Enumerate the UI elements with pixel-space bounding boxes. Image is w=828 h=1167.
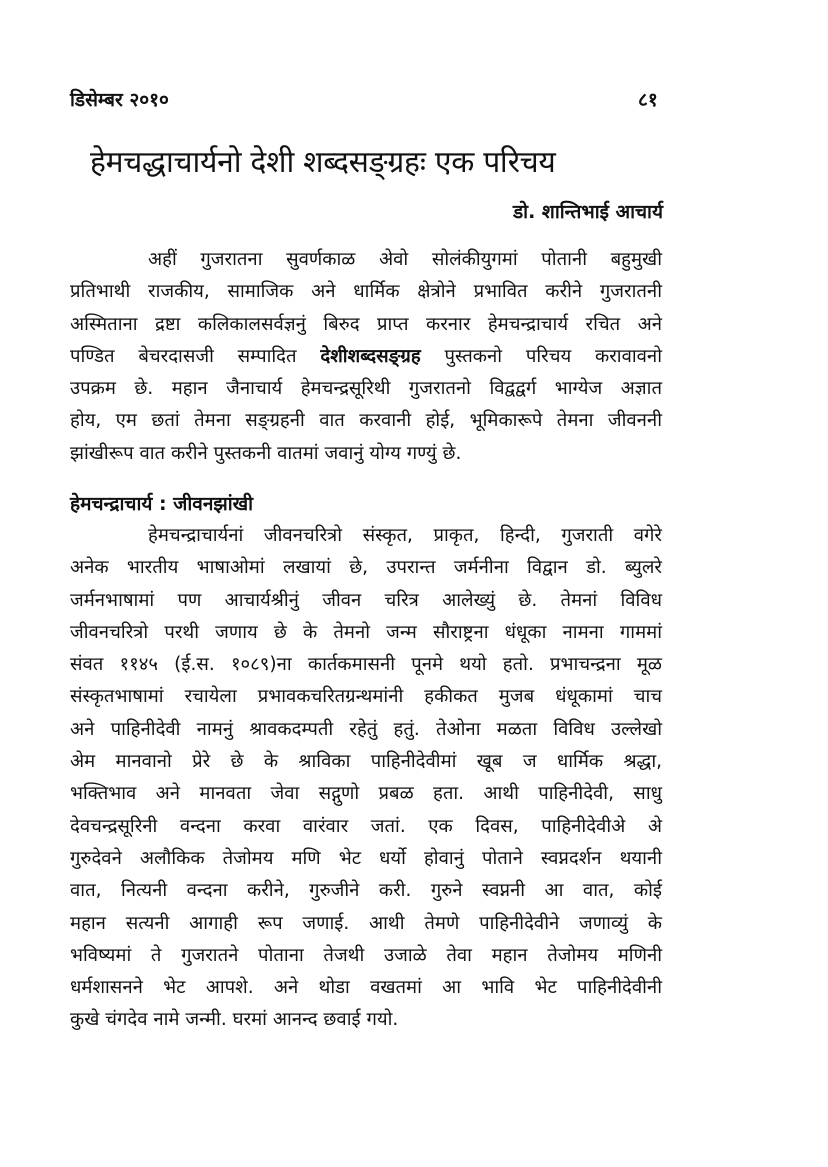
issue-date: डिसेम्बर २०१० bbox=[70, 89, 169, 111]
text-line: भविष्यमां ते गुजरातने पोताना तेजथी उजाळे तेवा महान तेजोमय मणिनी bbox=[70, 944, 662, 966]
text-line: संस्कृतभाषामां रचायेला प्रभावकचरितग्रन्थमांनी हकीकत मुजब धंधूकामां चाच bbox=[70, 686, 662, 708]
text-line: उपक्रम छे. महान जैनाचार्य हेमचन्द्रसूरिथी गुजरातनो विद्वद्वर्ग भाग्येज अज्ञात bbox=[70, 378, 662, 400]
text-line: झांखीरूप वात करीने पुस्तकनी वातमां जवानुं योग्य गण्युं छे. bbox=[70, 442, 462, 464]
article-author: डो. शान्तिभाई आचार्य bbox=[512, 201, 663, 223]
text-line: महान सत्यनी आगाही रूप जणाई. आथी तेमणे पाहिनीदेवीने जणाव्युं के bbox=[70, 912, 662, 934]
text-line: गुरुदेवने अलौकिक तेजोमय मणि भेट धर्यो होवानुं पोताने स्वप्नदर्शन थयानी bbox=[70, 847, 662, 869]
text-line: वात, नित्यनी वन्दना करीने, गुरुजीने करी. गुरुने स्वप्ननी आ वात, कोई bbox=[70, 880, 662, 902]
text-line: जीवनचरित्रो परथी जणाय छे के तेमनो जन्म सौराष्ट्रना धंधूका नामना गाममां bbox=[70, 621, 662, 643]
text-line: भक्तिभाव अने मानवता जेवा सद्गुणो प्रबळ हता. आथी पाहिनीदेवी, साधु bbox=[70, 783, 662, 805]
text-line: अेम मानवानो प्रेरे छे के श्राविका पाहिनीदेवीमां खूब ज धार्मिक श्रद्धा, bbox=[70, 751, 662, 773]
text-line: अस्मिताना द्रष्टा कलिकालसर्वज्ञनुं बिरुद प्राप्त करनार हेमचन्द्राचार्य रचित अने bbox=[70, 313, 662, 335]
intro-paragraph bbox=[70, 244, 662, 470]
text-line: हेमचन्द्राचार्यनां जीवनचरित्रो संस्कृत, प्राकृत, हिन्दी, गुजराती वगेरे bbox=[148, 525, 662, 546]
text-line: देवचन्द्रसूरिनी वन्दना करवा वारंवार जतां. एक दिवस, पाहिनीदेवीअे अे bbox=[70, 815, 662, 837]
biography-paragraph bbox=[70, 520, 662, 1037]
text-fragment: पण्डित बेचरदासजी सम्पादित bbox=[70, 345, 297, 367]
text-line: अहीं गुजरातना सुवर्णकाळ अेवो सोलंकीयुगमां पोतानी बहुमुखी bbox=[148, 249, 662, 270]
text-line: कुखे चंगदेव नामे जन्मी. घरमां आनन्द छवाई गयो. bbox=[70, 1009, 399, 1031]
text-line: अने पाहिनीदेवी नामनुं श्रावकदम्पती रहेतुं हतुं. तेओना मळता विविध उल्लेखो bbox=[70, 718, 662, 740]
text-line: होय, एम छतां तेमना सङ्ग्रहनी वात करवानी होई, भूमिकारूपे तेमना जीवननी bbox=[70, 410, 662, 432]
page-number: ८१ bbox=[638, 89, 658, 111]
text-line bbox=[70, 341, 662, 373]
text-line: अनेक भारतीय भाषाओमां लखायां छे, उपरान्त जर्मनीना विद्वान डो. ब्युलरे bbox=[70, 557, 662, 579]
text-line: संवत ११४५ (ई.स. १०८९)ना कार्तकमासनी पूनमे थयो हतो. प्रभाचन्द्रना मूळ bbox=[70, 654, 662, 676]
text-line: प्रतिभाथी राजकीय, सामाजिक अने धार्मिक क्षेत्रोने प्रभावित करीने गुजरातनी bbox=[70, 281, 662, 303]
text-line: धर्मशासनने भेट आपशे. अने थोडा वखतमां आ भावि भेट पाहिनीदेवीनी bbox=[70, 977, 662, 999]
article-title: हेमचद्धाचार्यनो देशी शब्दसङ्ग्रहः एक परिचय bbox=[90, 145, 556, 180]
text-line: जर्मनभाषामां पण आचार्यश्रीनुं जीवन चरित्र आलेख्युं छे. तेमनां विविध bbox=[70, 589, 662, 611]
section-heading: हेमचन्द्राचार्य : जीवनझांखी bbox=[70, 493, 254, 515]
book-title-emphasis: देशीशब्दसङ्ग्रह bbox=[320, 345, 421, 367]
text-fragment: पुस्तकनो परिचय करावावनो bbox=[444, 345, 662, 367]
